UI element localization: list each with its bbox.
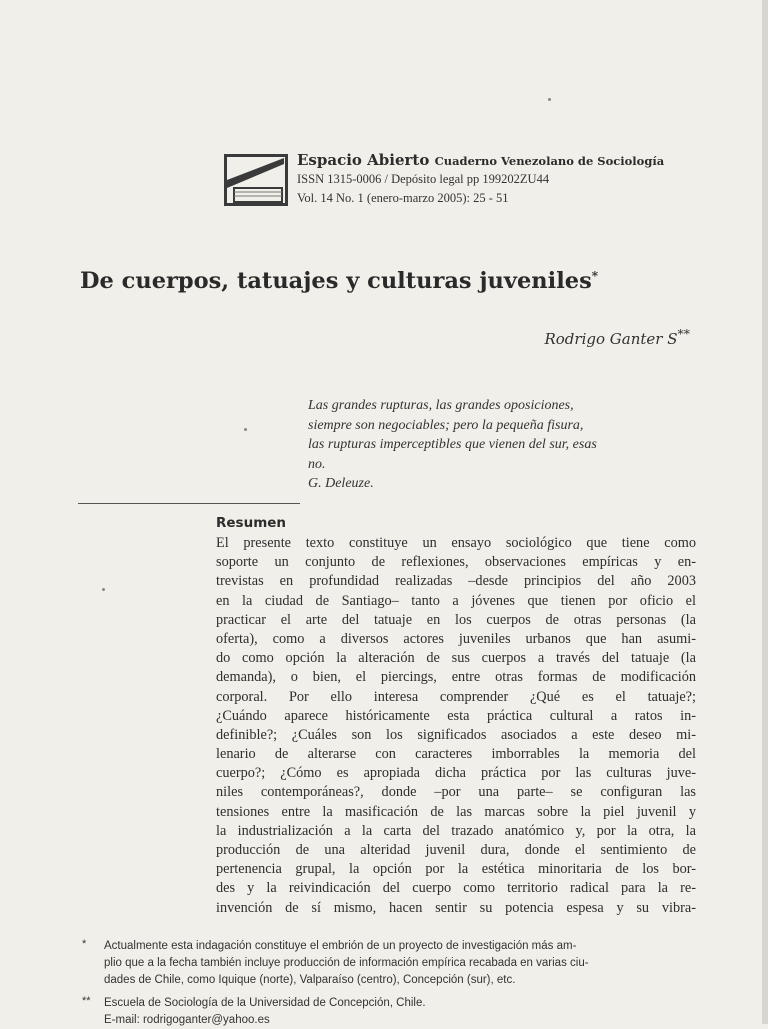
scan-speck (244, 428, 247, 431)
abstract-line: oferta), como a diversos actores juveniles urbanos que han asumi- (216, 630, 696, 647)
abstract-line: lenario de alterarse con caracteres imborrables la memoria del (216, 746, 696, 763)
author-footnote-mark: ** (677, 326, 690, 341)
footnote-line: E-mail: rodrigoganter@yahoo.es (104, 1014, 270, 1026)
epigraph (308, 396, 703, 494)
journal-subtitle: Cuaderno Venezolano de Sociología (434, 154, 665, 168)
footnote-line: dades de Chile, como Iquique (norte), Valparaíso (centro), Concepción (sur), etc. (104, 974, 516, 986)
abstract-line: la industrialización a la carta del trazado anatómico y, por la otra, la (216, 822, 696, 839)
journal-header (224, 150, 704, 212)
abstract-line: des y la reivindicación del cuerpo como territorio radical para la re- (216, 880, 696, 897)
abstract-line: El presente texto constituye un ensayo sociológico que tiene como (216, 535, 696, 551)
footnote-line: Actualmente esta indagación constituye el embrión de un proyecto de investigación más am- (104, 940, 577, 952)
footnote-line: plio que a la fecha también incluye producción de información empírica recabada en varias ciu- (104, 957, 589, 969)
abstract-line: do como opción la alteración de sus cuerpos a través del tatuaje (la (216, 650, 696, 667)
footnote-mark: ** (82, 995, 91, 1007)
article-title (80, 268, 700, 294)
scan-speck (102, 588, 105, 591)
abstract-line: demanda), o bien, el piercings, entre otras formas de modificación (216, 669, 696, 686)
abstract-line: producción de una alteridad juvenil dura, donde el sentimiento de (216, 842, 696, 858)
article-author (544, 326, 690, 348)
footnote-mark: * (82, 938, 87, 950)
abstract-body (216, 534, 696, 918)
abstract-line: practicar el arte del tatuaje en los cuerpos de otras personas (la (216, 611, 696, 628)
footnote (82, 938, 702, 989)
abstract-line: pertenencia grupal, la opción por la estética minoritaria de los bor- (216, 861, 696, 878)
abstract-line: soporte un conjunto de reflexiones, observaciones empíricas y en- (216, 554, 696, 571)
abstract-section (216, 512, 696, 918)
abstract-line: tensiones entre la masificación de las marcas sobre la piel juvenil y (216, 803, 696, 820)
epigraph-line: siempre son negociables; pero la pequeña fisura, (308, 417, 584, 433)
article-title-text: De cuerpos, tatuajes y culturas juveniles (80, 268, 592, 294)
abstract-line: niles contemporáneas?, donde –por una parte– se configuran las (216, 784, 696, 801)
author-name: Rodrigo Ganter S (544, 330, 678, 348)
epigraph-line: no. (308, 456, 326, 472)
abstract-line: ¿Cuándo aparece históricamente esta práctica cultural a ratos in- (216, 707, 696, 724)
scan-speck (548, 98, 551, 101)
abstract-line: trevistas en profundidad realizadas –desde principios del año 2003 (216, 573, 696, 590)
epigraph-attribution: G. Deleuze. (308, 476, 374, 491)
journal-issn: ISSN 1315-0006 / Depósito legal pp 199202ZU44 (297, 172, 550, 186)
abstract-line: cuerpo?; ¿Cómo es apropiada dicha práctica por las culturas juve- (216, 765, 696, 782)
abstract-line: invención de sí mismo, hacen sentir su potencia espesa y su vibra- (216, 899, 696, 916)
epigraph-line: las rupturas imperceptibles que vienen del sur, esas (308, 437, 597, 452)
journal-logo-icon (224, 154, 288, 206)
page-edge-shadow (762, 0, 768, 1024)
abstract-line: definible?; ¿Cuáles son los significados asociados a este deseo mi- (216, 726, 696, 743)
footnotes (82, 938, 702, 1029)
abstract-line: en la ciudad de Santiago– tanto a jóvenes que tienen por oficio el (216, 592, 696, 609)
section-divider (78, 503, 300, 504)
epigraph-line: Las grandes rupturas, las grandes oposiciones, (308, 398, 574, 413)
abstract-heading: Resumen (216, 515, 287, 531)
journal-name: Espacio Abierto (297, 151, 430, 169)
title-footnote-mark: * (591, 269, 599, 283)
journal-name-line (297, 150, 707, 170)
abstract-line: corporal. Por ello interesa comprender ¿Qué es el tatuaje?; (216, 688, 696, 705)
footnote-line: Escuela de Sociología de la Universidad de Concepción, Chile. (104, 997, 426, 1009)
journal-volume: Vol. 14 No. 1 (enero-marzo 2005): 25 - 51 (297, 191, 509, 205)
